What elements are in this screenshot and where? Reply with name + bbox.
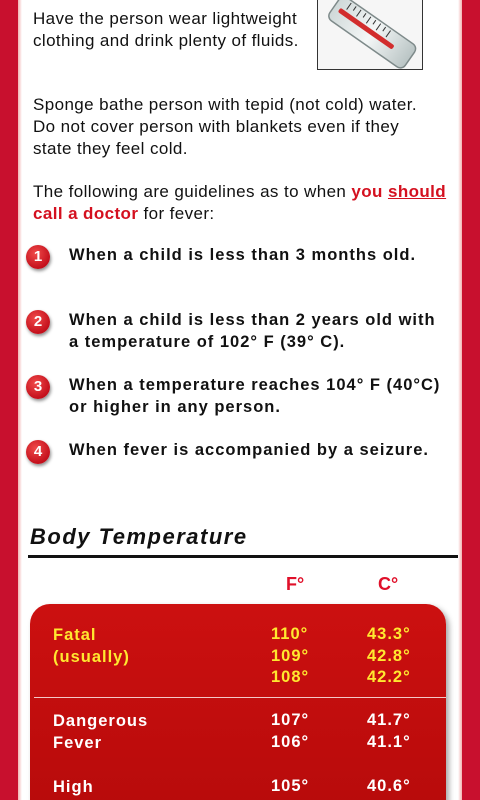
should-link[interactable]: should: [387, 182, 447, 201]
number-badge-icon: 1: [26, 245, 50, 269]
fahrenheit-values: 107° 106°: [271, 711, 310, 751]
number-badge-icon: 3: [26, 375, 50, 399]
celsius-values: 40.6°: [367, 777, 411, 795]
you-highlight: you: [351, 182, 383, 201]
number-badge-icon: 4: [26, 440, 50, 464]
row-label: Dangerous Fever: [53, 712, 149, 752]
sponge-bath-text: Sponge bathe person with tepid (not cold) water. Do not cover person with blankets even if they state they feel cold.: [33, 95, 417, 158]
reason-text: When a temperature reaches 104° F (40°C) or higher in any person.: [69, 376, 441, 416]
content-page: [18, 0, 462, 800]
row-label: High: [53, 778, 94, 796]
intro-text: The following are guidelines as to when: [33, 182, 352, 201]
call-doctor-intro: [33, 181, 453, 225]
celsius-header: C°: [378, 574, 399, 594]
title-divider: [28, 555, 462, 558]
fahrenheit-values: 105°: [271, 777, 310, 795]
body-temperature-title: Body Temperature: [30, 524, 248, 549]
clothing-fluids-text: Have the person wear lightweight clothing and drink plenty of fluids.: [33, 9, 299, 50]
row-divider: [34, 697, 446, 698]
temperature-table: [30, 604, 446, 800]
row-label: Fatal (usually): [53, 626, 130, 666]
thermometer-icon: [317, 0, 423, 70]
fahrenheit-values: 110° 109° 108°: [271, 625, 310, 686]
number-badge-icon: 2: [26, 310, 50, 334]
celsius-values: 43.3° 42.8° 42.2°: [367, 625, 411, 686]
reason-text: When a child is less than 3 months old.: [69, 246, 417, 264]
celsius-values: 41.7° 41.1°: [367, 711, 411, 751]
call-doctor-highlight: call a doctor: [33, 204, 139, 223]
reason-text: When fever is accompanied by a seizure.: [69, 441, 429, 459]
for-fever-text: for fever:: [138, 204, 215, 223]
reason-text: When a child is less than 2 years old with a temperature of 102° F (39° C).: [69, 311, 436, 351]
fahrenheit-header: F°: [286, 574, 305, 594]
